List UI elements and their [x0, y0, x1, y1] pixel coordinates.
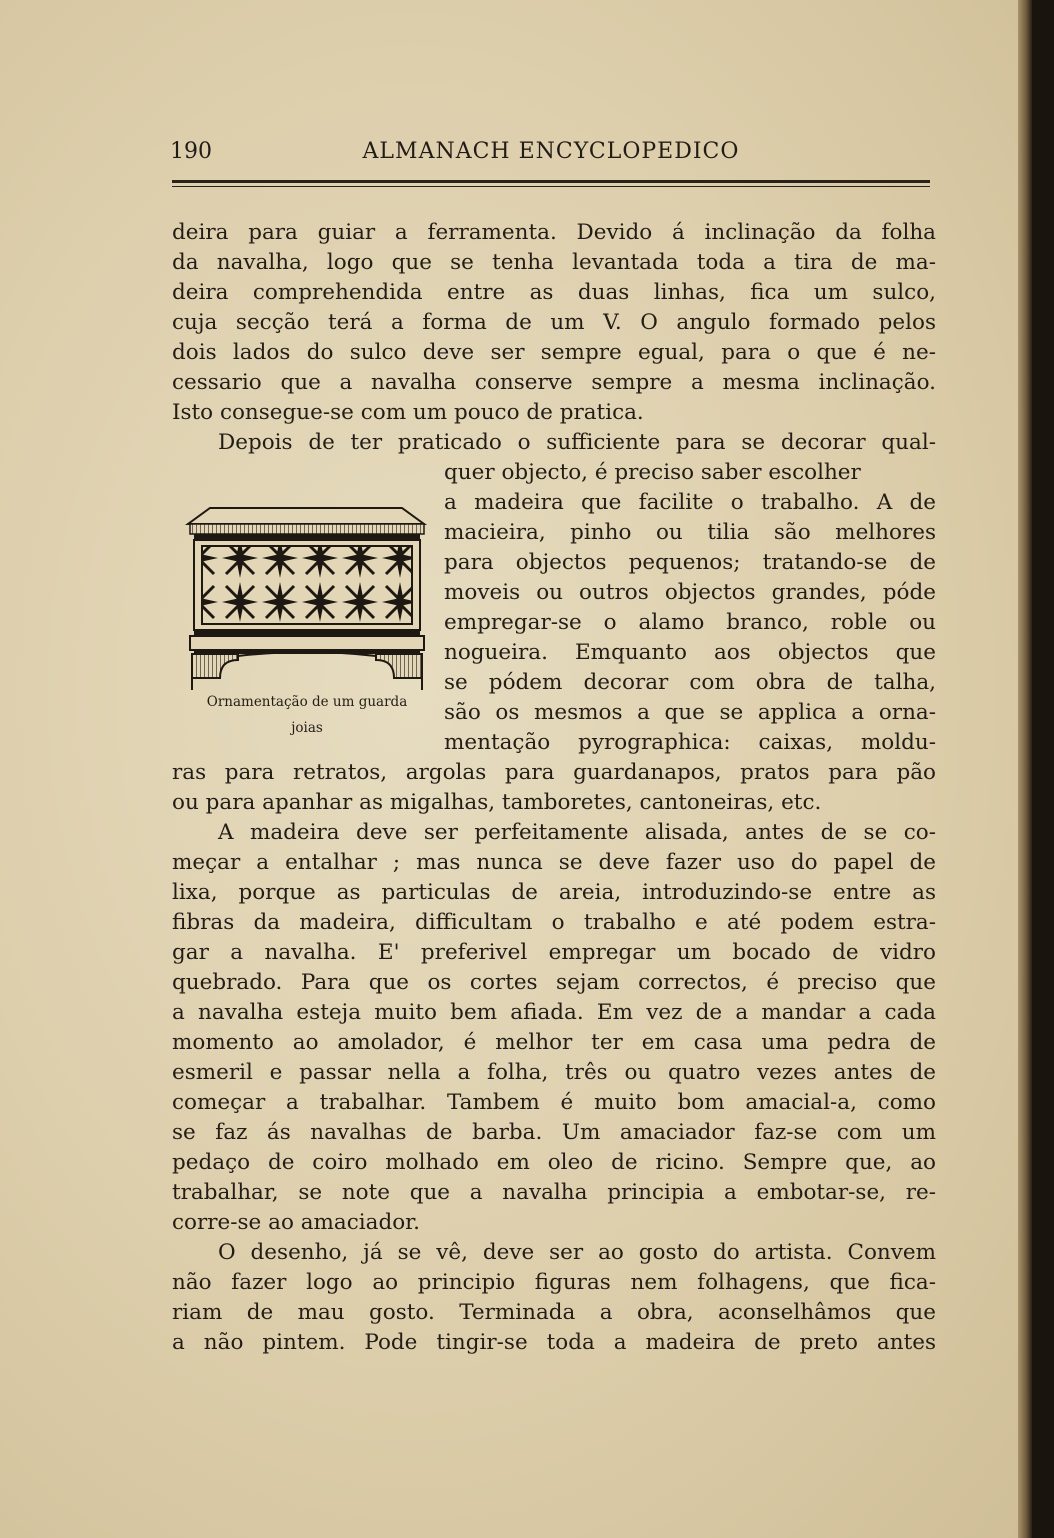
text-line: quebrado. Para que os cortes sejam correctos, é preciso que	[172, 970, 936, 995]
text-line: fibras da madeira, difficultam o trabalho e até podem estra-	[172, 910, 936, 935]
text-line: se pódem decorar com obra de talha,	[444, 670, 936, 695]
text-line: riam de mau gosto. Terminada a obra, aconselhâmos que	[172, 1300, 936, 1325]
text-line: deira para guiar a ferramenta. Devido á inclinação da folha	[172, 220, 936, 245]
text-line: a navalha esteja muito bem afiada. Em vez de a mandar a cada	[172, 1000, 936, 1025]
figure-caption: Ornamentação de um guarda	[206, 694, 408, 710]
text-line: trabalhar, se note que a navalha principia a embotar-se, re-	[172, 1180, 936, 1205]
text-line: não fazer logo ao principio figuras nem folhagens, que fica-	[172, 1270, 936, 1295]
text-line: empregar-se o alamo branco, roble ou	[444, 610, 936, 635]
text-line: quer objecto, é preciso saber escolher	[444, 460, 861, 485]
text-line: Isto consegue-se com um pouco de pratica.	[172, 400, 644, 425]
text-line: esmeril e passar nella a folha, três ou quatro vezes antes de	[172, 1060, 936, 1085]
text-line: A madeira deve ser perfeitamente alisada, antes de se co-	[218, 820, 936, 845]
text-line: cuja secção terá a forma de um V. O angulo formado pelos	[172, 310, 936, 335]
text-line: pedaço de coiro molhado em oleo de ricino. Sempre que, ao	[172, 1150, 936, 1175]
text-line: se faz ás navalhas de barba. Um amaciador faz-se com um	[172, 1120, 936, 1145]
text-line: dois lados do sulco deve ser sempre egual, para o que é ne-	[172, 340, 936, 365]
running-title: ALMANACH ENCYCLOPEDICO	[362, 139, 740, 164]
text-line: ou para apanhar as migalhas, tamboretes, cantoneiras, etc.	[172, 790, 822, 815]
text-line: começar a trabalhar. Tambem é muito bom amacial-a, como	[172, 1090, 936, 1115]
text-line: momento ao amolador, é melhor ter em casa uma pedra de	[172, 1030, 936, 1055]
text-line: Depois de ter praticado o sufficiente para se decorar qual-	[218, 430, 936, 455]
header-rule	[172, 180, 930, 183]
text-line: da navalha, logo que se tenha levantada toda a tira de ma-	[172, 250, 936, 275]
text-line: são os mesmos a que se applica a orna-	[444, 700, 936, 725]
text-line: gar a navalha. E' preferivel empregar um bocado de vidro	[172, 940, 936, 965]
page-header	[170, 137, 932, 173]
text-line: macieira, pinho ou tilia são melhores	[444, 520, 936, 545]
text-line: O desenho, já se vê, deve ser ao gosto do artista. Convem	[218, 1240, 936, 1265]
text-line: para objectos pequenos; tratando-se de	[444, 550, 936, 575]
text-line: moveis ou outros objectos grandes, póde	[444, 580, 936, 605]
figure-caption-continued: joias	[291, 720, 323, 736]
text-line: meçar a entalhar ; mas nunca se deve fazer uso do papel de	[172, 850, 936, 875]
jewel-box-illustration	[180, 492, 432, 692]
text-line: nogueira. Emquanto aos objectos que	[444, 640, 936, 665]
text-line: corre-se ao amaciador.	[172, 1210, 420, 1235]
page-edge	[1018, 0, 1032, 1538]
text-line: lixa, porque as particulas de areia, introduzindo-se entre as	[172, 880, 936, 905]
text-line: deira comprehendida entre as duas linhas, fica um sulco,	[172, 280, 936, 305]
text-line: a não pintem. Pode tingir-se toda a madeira de preto antes	[172, 1330, 936, 1355]
text-line: mentação pyrographica: caixas, moldu-	[444, 730, 936, 755]
text-line: ras para retratos, argolas para guardanapos, pratos para pão	[172, 760, 936, 785]
page-number: 190	[170, 139, 212, 164]
text-line: a madeira que facilite o trabalho. A de	[444, 490, 936, 515]
header-rule-thin	[172, 186, 930, 187]
text-line: cessario que a navalha conserve sempre a mesma inclinação.	[172, 370, 936, 395]
